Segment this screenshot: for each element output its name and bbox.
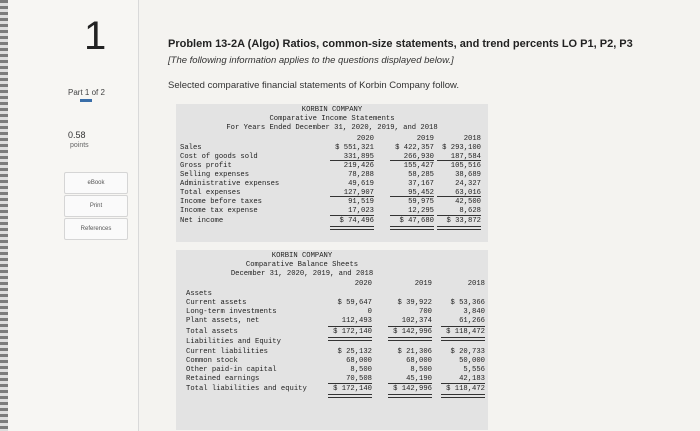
- income-statement-table: [176, 104, 488, 242]
- underline: [330, 215, 374, 216]
- row-label: Selling expenses: [180, 171, 250, 179]
- cell-value: 5,556: [463, 366, 485, 374]
- cell-value: 78,288: [348, 171, 374, 179]
- cell-value: 42,500: [455, 198, 481, 206]
- underline: [437, 215, 481, 216]
- row-label: Sales: [180, 144, 202, 152]
- row-label: Gross profit: [180, 162, 232, 170]
- cell-value: 95,452: [408, 189, 434, 197]
- double-underline: [388, 337, 432, 341]
- row-label: Administrative expenses: [180, 180, 280, 188]
- cell-value: 58,285: [408, 171, 434, 179]
- year-header: 2020: [356, 135, 374, 143]
- underline: [388, 326, 432, 327]
- row-label: Other paid-in capital: [186, 366, 277, 374]
- underline: [441, 383, 485, 384]
- row-label: Income before taxes: [180, 198, 262, 206]
- cell-value: 102,374: [401, 317, 432, 325]
- income-title: Comparative Income Statements: [269, 115, 395, 123]
- balance-sheet-table: [176, 250, 488, 430]
- double-underline: [390, 226, 434, 230]
- cell-value: 8,500: [410, 366, 432, 374]
- problem-note: [The following information applies to the questions displayed below.]: [168, 55, 454, 66]
- double-underline: [437, 226, 481, 230]
- cell-value: 0: [367, 308, 372, 316]
- references-button[interactable]: References: [64, 218, 128, 240]
- underline: [330, 196, 374, 197]
- year-header: 2018: [463, 135, 481, 143]
- cell-value: 91,519: [348, 198, 374, 206]
- part-label: Part 1 of 2: [68, 88, 105, 97]
- part-progress-bar: [80, 99, 92, 102]
- underline: [390, 215, 434, 216]
- row-label: Total expenses: [180, 189, 241, 197]
- income-period: For Years Ended December 31, 2020, 2019, and 2018: [226, 124, 438, 132]
- cell-value: 127,907: [343, 189, 374, 197]
- row-label: Retained earnings: [186, 375, 260, 383]
- cell-value: $ 551,321: [335, 144, 374, 152]
- cell-value: 68,000: [406, 357, 432, 365]
- row-label: Long-term investments: [186, 308, 277, 316]
- problem-content: [168, 38, 688, 91]
- cell-value: 12,295: [408, 207, 434, 215]
- cell-value: $ 118,472: [446, 328, 485, 336]
- cell-value: 70,508: [346, 375, 372, 383]
- cell-value: 49,619: [348, 180, 374, 188]
- cell-value: $ 74,496: [339, 217, 374, 225]
- underline: [328, 383, 372, 384]
- underline: [390, 196, 434, 197]
- underline: [330, 160, 374, 161]
- cell-value: $ 47,680: [399, 217, 434, 225]
- row-label: Total assets: [186, 328, 238, 336]
- window-edge: [0, 0, 8, 431]
- year-header: 2020: [354, 280, 372, 288]
- cell-value: $ 53,366: [450, 299, 485, 307]
- problem-intro: Selected comparative financial statements of Korbin Company follow.: [168, 80, 459, 91]
- income-company: KORBIN COMPANY: [301, 106, 363, 114]
- cell-value: 266,930: [403, 153, 434, 161]
- cell-value: 61,266: [459, 317, 485, 325]
- row-label: Common stock: [186, 357, 238, 365]
- cell-value: $ 39,922: [397, 299, 432, 307]
- cell-value: 8,628: [459, 207, 481, 215]
- row-label: Cost of goods sold: [180, 153, 258, 161]
- double-underline: [330, 226, 374, 230]
- double-underline: [441, 337, 485, 341]
- row-label: Current liabilities: [186, 348, 268, 356]
- question-number: 1: [84, 14, 107, 58]
- underline: [437, 160, 481, 161]
- cell-value: 700: [419, 308, 432, 316]
- year-header: 2018: [467, 280, 485, 288]
- cell-value: $ 20,733: [450, 348, 485, 356]
- balance-company: KORBIN COMPANY: [271, 252, 333, 260]
- cell-value: 8,500: [350, 366, 372, 374]
- cell-value: $ 422,357: [395, 144, 434, 152]
- row-label: Plant assets, net: [186, 317, 260, 325]
- cell-value: 105,516: [450, 162, 481, 170]
- cell-value: $ 33,872: [446, 217, 481, 225]
- cell-value: 331,895: [343, 153, 374, 161]
- cell-value: 17,023: [348, 207, 374, 215]
- cell-value: $ 172,140: [333, 328, 372, 336]
- points-label: points: [70, 142, 89, 149]
- cell-value: 38,689: [455, 171, 481, 179]
- cell-value: 42,183: [459, 375, 485, 383]
- year-header: 2019: [414, 280, 432, 288]
- cell-value: $ 293,100: [442, 144, 481, 152]
- cell-value: $ 118,472: [446, 385, 485, 393]
- cell-value: $ 59,647: [337, 299, 372, 307]
- underline: [437, 196, 481, 197]
- underline: [328, 326, 372, 327]
- double-underline: [328, 337, 372, 341]
- underline: [441, 326, 485, 327]
- year-header: 2019: [416, 135, 434, 143]
- cell-value: 155,427: [403, 162, 434, 170]
- cell-value: 63,016: [455, 189, 481, 197]
- cell-value: 187,584: [450, 153, 481, 161]
- problem-title: Problem 13-2A (Algo) Ratios, common-size statements, and trend percents LO P1, P2, P3: [168, 38, 633, 50]
- row-label: Assets: [186, 290, 212, 298]
- cell-value: 219,426: [343, 162, 374, 170]
- row-label: Net income: [180, 217, 224, 225]
- cell-value: $ 25,132: [337, 348, 372, 356]
- cell-value: 59,975: [408, 198, 434, 206]
- cell-value: $ 142,996: [393, 385, 432, 393]
- row-label: Current assets: [186, 299, 247, 307]
- cell-value: $ 172,140: [333, 385, 372, 393]
- row-label: Income tax expense: [180, 207, 258, 215]
- cell-value: 50,000: [459, 357, 485, 365]
- print-button[interactable]: Print: [64, 195, 128, 217]
- cell-value: 3,840: [463, 308, 485, 316]
- cell-value: 112,493: [341, 317, 372, 325]
- underline: [390, 160, 434, 161]
- double-underline: [328, 394, 372, 398]
- cell-value: 45,190: [406, 375, 432, 383]
- balance-period: December 31, 2020, 2019, and 2018: [230, 270, 374, 278]
- cell-value: 68,000: [346, 357, 372, 365]
- row-label: Liabilities and Equity: [186, 338, 281, 346]
- cell-value: $ 21,306: [397, 348, 432, 356]
- points-value: 0.58: [68, 130, 86, 140]
- cell-value: 37,167: [408, 180, 434, 188]
- row-label: Total liabilities and equity: [186, 385, 307, 393]
- double-underline: [388, 394, 432, 398]
- cell-value: 24,327: [455, 180, 481, 188]
- cell-value: $ 142,996: [393, 328, 432, 336]
- underline: [388, 383, 432, 384]
- double-underline: [441, 394, 485, 398]
- balance-title: Comparative Balance Sheets: [245, 261, 359, 269]
- ebook-button[interactable]: eBook: [64, 172, 128, 194]
